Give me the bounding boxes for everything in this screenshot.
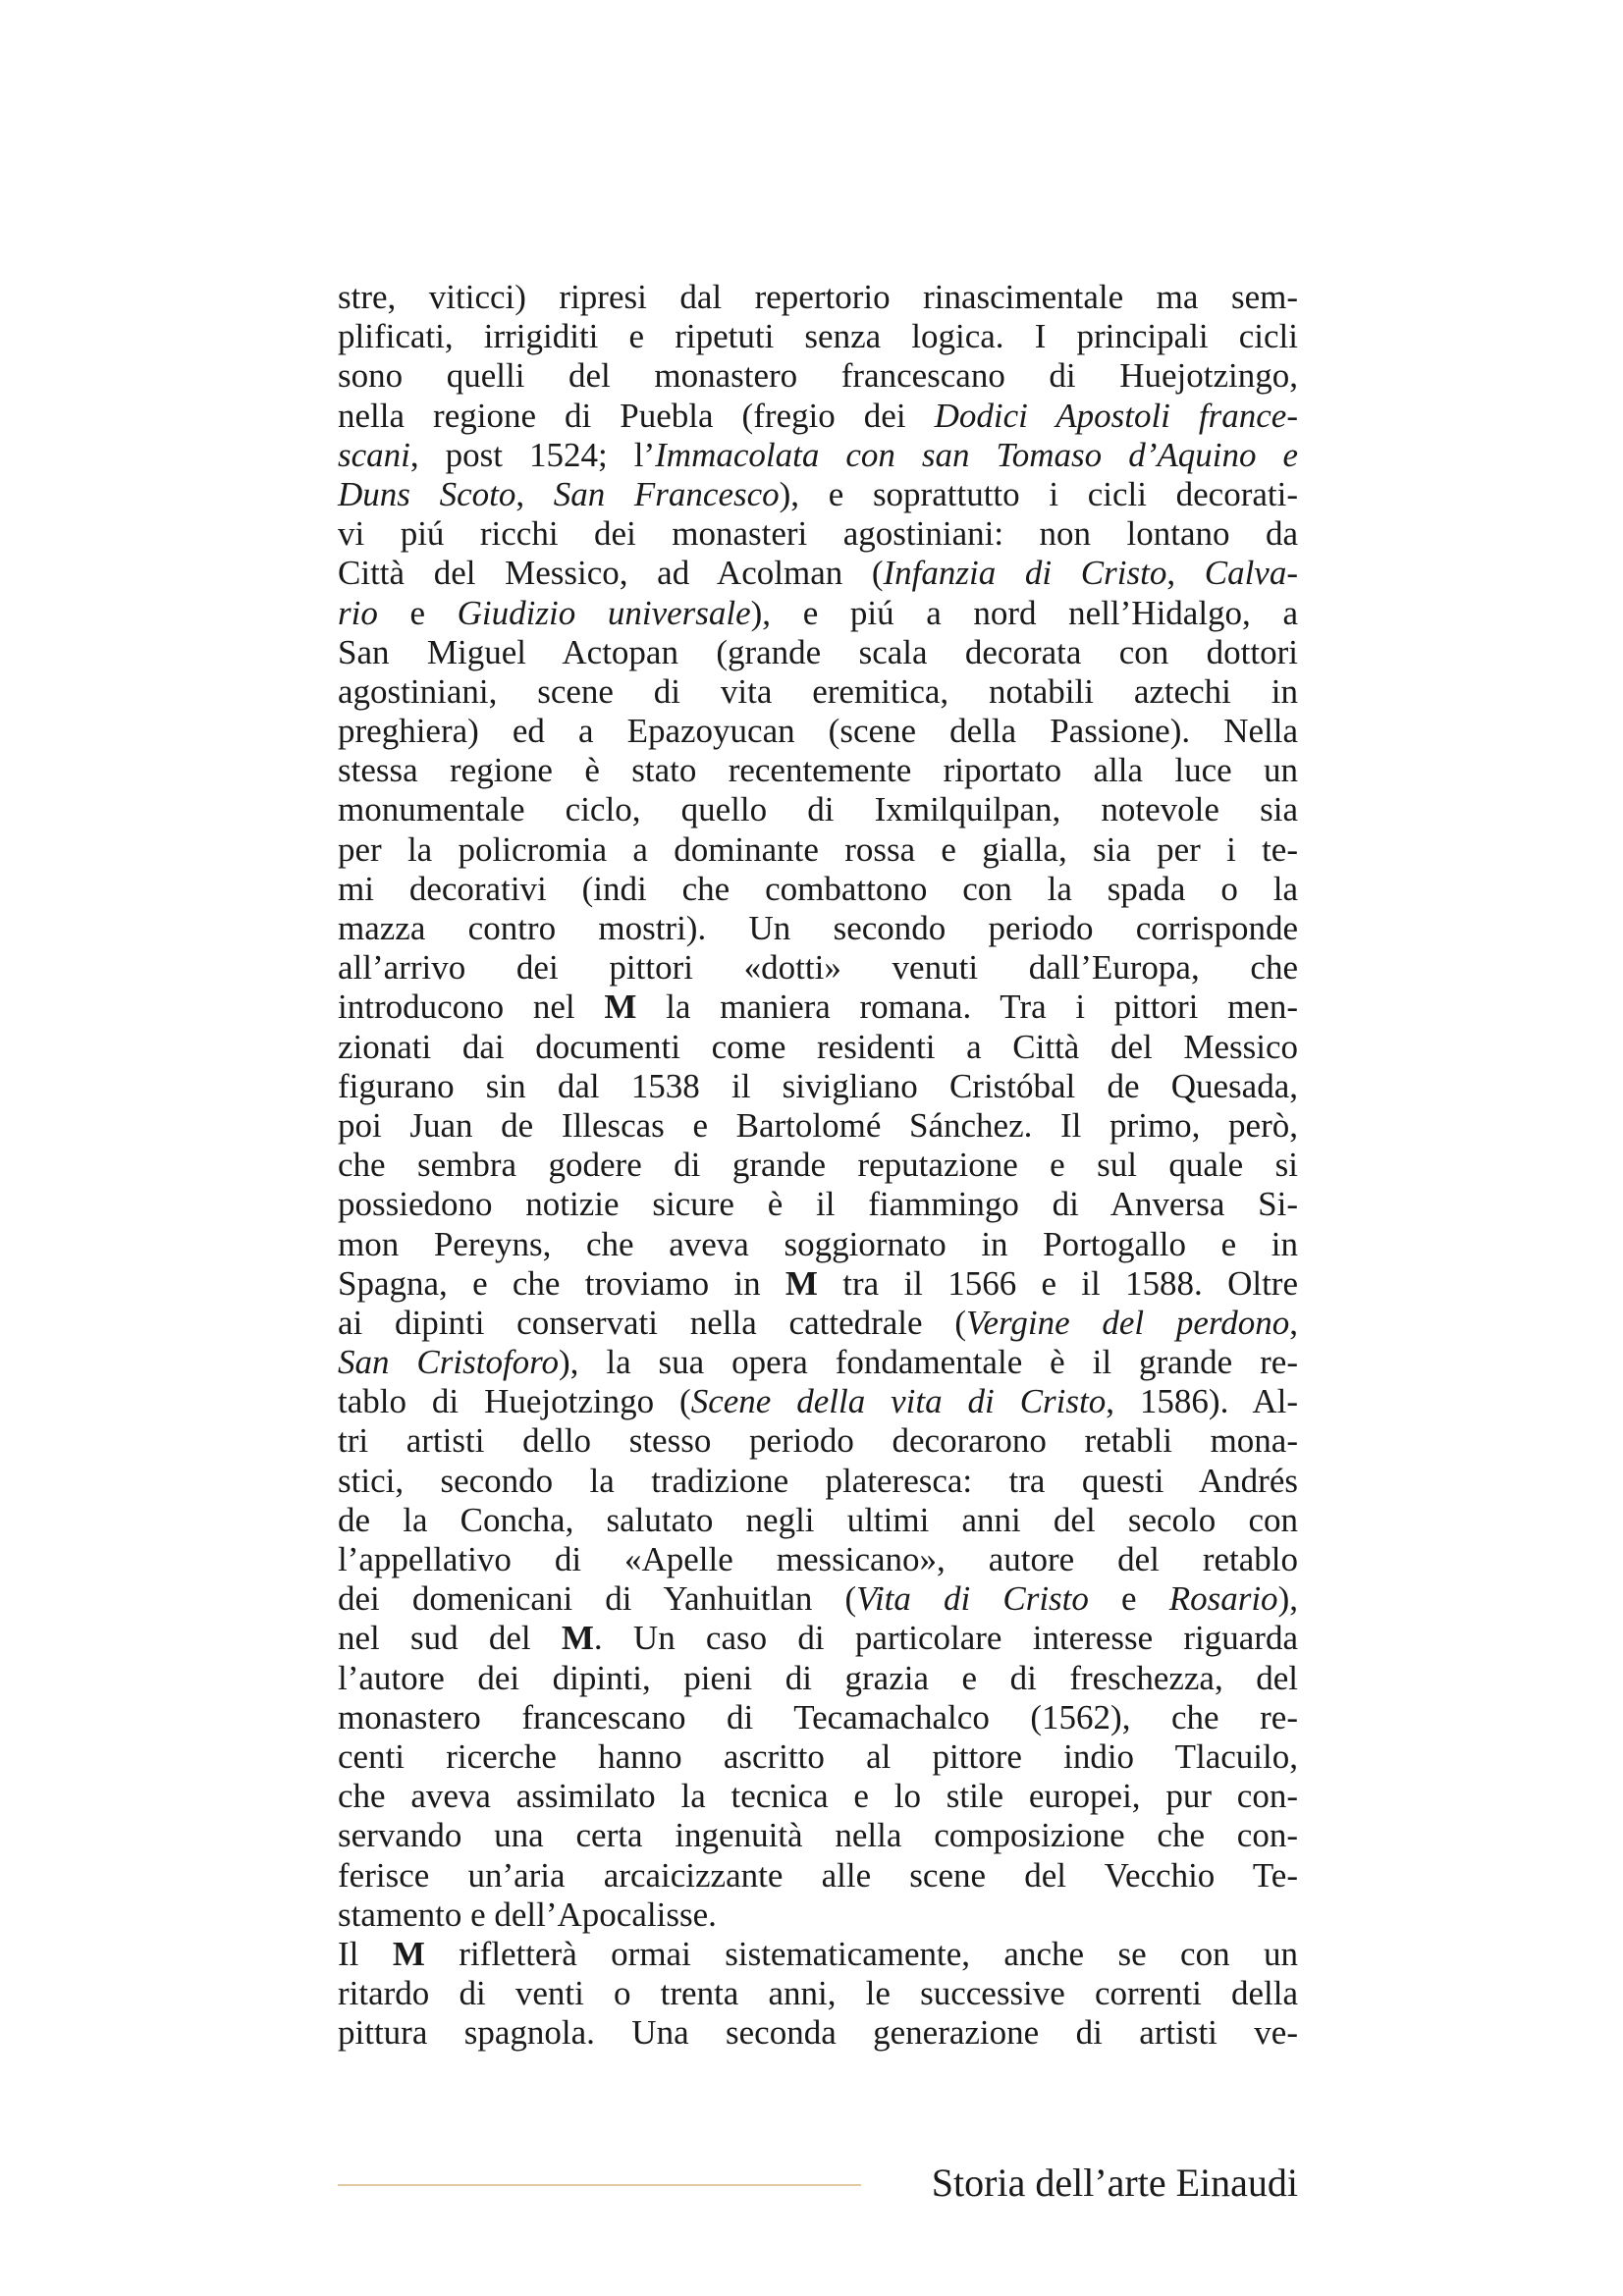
italic-title: Scene della vita di Cristo [690, 1382, 1107, 1421]
text-line [338, 870, 1298, 909]
bold-abbrev: M [784, 1263, 818, 1303]
text-line [338, 514, 1298, 554]
text-run: ), e piú a nord nell’Hidalgo, a [750, 593, 1298, 632]
text-run: figurano sin dal 1538 il sivigliano Cristóbal de Quesada, [338, 1066, 1298, 1105]
text-run: mi decorativi (indi che combattono con la spada o la [338, 869, 1298, 908]
text-line [338, 1935, 1298, 1974]
text-run: agostiniani, scene di vita eremitica, notabili aztechi in [338, 671, 1298, 711]
text-run: la maniera romana. Tra i pittori men- [636, 988, 1298, 1027]
text-line [338, 751, 1298, 790]
text-run: introducono nel [338, 988, 605, 1027]
bold-abbrev: M [392, 1934, 425, 1973]
text-run: Città del Messico, ad Acolman ( [338, 554, 884, 593]
italic-title: Vergine del perdono [965, 1303, 1290, 1342]
italic-title: Giudizio universale [457, 593, 751, 632]
text-line [338, 1896, 1298, 1935]
text-run: plificati, irrigiditi e ripetuti senza logica. I principali cicli [338, 317, 1298, 356]
footer-rule [338, 2184, 861, 2186]
text-run: , post 1524; l’ [409, 435, 656, 474]
text-line [338, 790, 1298, 829]
text-line [338, 1579, 1298, 1619]
text-line [338, 1382, 1298, 1421]
text-run: dei domenicani di Yanhuitlan ( [338, 1579, 857, 1619]
text-line [338, 1106, 1298, 1146]
text-line [338, 1067, 1298, 1106]
text-line [338, 1146, 1298, 1185]
text-run: servando una certa ingenuità nella composizione che con- [338, 1816, 1298, 1855]
text-run: che aveva assimilato la tecnica e lo stile europei, pur con- [338, 1777, 1298, 1816]
text-run: ai dipinti conservati nella cattedrale ( [338, 1303, 966, 1342]
text-line [338, 1185, 1298, 1224]
text-line [338, 278, 1298, 317]
text-line [338, 1028, 1298, 1067]
text-run: stre, viticci) ripresi dal repertorio rinascimentale ma sem- [338, 278, 1298, 316]
text-line [338, 633, 1298, 672]
italic-title: San Francesco [553, 474, 780, 513]
text-run: vi piú ricchi dei monasteri agostiniani: non lontano da [338, 514, 1298, 554]
text-line [338, 1343, 1298, 1382]
text-run: centi ricerche hanno ascritto al pittore indio Tlacuilo, [338, 1736, 1298, 1776]
text-line [338, 397, 1298, 436]
text-line [338, 1264, 1298, 1304]
text-run: , [1289, 1303, 1298, 1342]
text-run: preghiera) ed a Epazoyucan (scene della Passione). Nella [338, 712, 1298, 751]
italic-title: scani [338, 435, 410, 474]
text-line [338, 1501, 1298, 1540]
text-line [338, 1974, 1298, 2013]
text-run: possiedono notizie sicure è il fiammingo di Anversa Si- [338, 1185, 1298, 1224]
text-line [338, 988, 1298, 1027]
text-run: Il [338, 1934, 393, 1973]
text-run: ritardo di venti o trenta anni, le successive correnti della [338, 1974, 1298, 2013]
text-line [338, 909, 1298, 948]
text-line [338, 317, 1298, 356]
text-run: stessa regione è stato recentemente riportato alla luce un [338, 751, 1298, 790]
footer-title: Storia dell’arte Einaudi [931, 2161, 1298, 2205]
text-run: San Miguel Actopan (grande scala decorata con dottori [338, 632, 1298, 671]
text-run: mon Pereyns, che aveva soggiornato in Portogallo e in [338, 1224, 1298, 1263]
text-line [338, 1659, 1298, 1698]
text-run: all’arrivo dei pittori «dotti» venuti dall’Europa, che [338, 948, 1298, 988]
text-run: tri artisti dello stesso periodo decorarono retabli mona- [338, 1421, 1298, 1461]
text-line [338, 1619, 1298, 1658]
text-line [338, 1737, 1298, 1777]
text-run: tra il 1566 e il 1588. Oltre [817, 1263, 1298, 1303]
text-line [338, 1540, 1298, 1579]
text-line [338, 436, 1298, 475]
text-run: poi Juan de Illescas e Bartolomé Sánchez. Il primo, però, [338, 1105, 1298, 1145]
text-run: pittura spagnola. Una seconda generazione di artisti ve- [338, 2013, 1298, 2053]
text-run: . Un caso di particolare interesse riguarda [593, 1619, 1298, 1658]
text-line [338, 2013, 1298, 2053]
text-run: , [1166, 554, 1205, 593]
text-run: ), la sua opera fondamentale è il grande re- [559, 1343, 1298, 1382]
text-line [338, 1304, 1298, 1343]
text-line [338, 1225, 1298, 1264]
text-run: mazza contro mostri). Un secondo periodo corrisponde [338, 909, 1298, 947]
bold-abbrev: M [561, 1619, 594, 1658]
text-line [338, 830, 1298, 870]
text-run: de la Concha, salutato negli ultimi anni del secolo con [338, 1500, 1298, 1539]
text-run: sono quelli del monastero francescano di Huejotzingo, [338, 356, 1298, 396]
text-run: nel sud del [338, 1619, 562, 1658]
text-line [338, 1777, 1298, 1816]
text-run: e [1088, 1579, 1169, 1619]
text-run: Spagna, e che troviamo in [338, 1263, 785, 1303]
italic-title: Calva- [1204, 554, 1298, 593]
text-run: che sembra godere di grande reputazione e sul quale si [338, 1146, 1298, 1185]
text-run: l’appellativo di «Apelle messicano», autore del retablo [338, 1540, 1298, 1578]
italic-title: Immacolata con san Tomaso d’Aquino e [655, 435, 1298, 474]
text-run: monastero francescano di Tecamachalco (1562), che re- [338, 1697, 1298, 1736]
text-run: nella regione di Puebla (fregio dei [338, 396, 935, 435]
text-run: ), e soprattutto i cicli decorati- [779, 474, 1298, 513]
body-text [338, 278, 1298, 2053]
italic-title: Rosario [1168, 1579, 1278, 1619]
text-run: tablo di Huejotzingo ( [338, 1382, 691, 1421]
text-run: e [377, 593, 458, 632]
italic-title: Infanzia di Cristo [883, 554, 1167, 593]
text-line [338, 594, 1298, 633]
text-run: , 1586). Al- [1106, 1382, 1298, 1421]
text-line [338, 1698, 1298, 1737]
italic-title: San Cristoforo [338, 1343, 560, 1382]
text-run: stamento e dell’Apocalisse. [338, 1895, 717, 1934]
text-line [338, 475, 1298, 514]
text-run: per la policromia a dominante rossa e gialla, sia per i te- [338, 829, 1298, 869]
text-run: l’autore dei dipinti, pieni di grazia e di freschezza, del [338, 1658, 1298, 1697]
text-line [338, 712, 1298, 751]
text-run: stici, secondo la tradizione plateresca: tra questi Andrés [338, 1461, 1298, 1500]
text-line [338, 1462, 1298, 1501]
text-run: ), [1277, 1579, 1298, 1619]
text-run: monumentale ciclo, quello di Ixmilquilpan, notevole sia [338, 790, 1298, 829]
italic-title: rio [338, 593, 378, 632]
text-run: zionati dai documenti come residenti a Città del Messico [338, 1027, 1298, 1066]
text-run: ferisce un’aria arcaicizzante alle scene del Vecchio Te- [338, 1855, 1298, 1895]
bold-abbrev: M [604, 988, 637, 1027]
italic-title: Vita di Cristo [856, 1579, 1089, 1619]
text-line [338, 672, 1298, 712]
text-line [338, 1421, 1298, 1461]
text-line [338, 356, 1298, 396]
text-line [338, 554, 1298, 593]
text-line [338, 1816, 1298, 1855]
text-line [338, 948, 1298, 988]
text-line [338, 1856, 1298, 1896]
text-run: rifletterà ormai sistematicamente, anche se con un [424, 1934, 1298, 1973]
text-run: , [515, 474, 554, 513]
italic-title: Dodici Apostoli france- [934, 396, 1298, 435]
italic-title: Duns Scoto [338, 474, 516, 513]
